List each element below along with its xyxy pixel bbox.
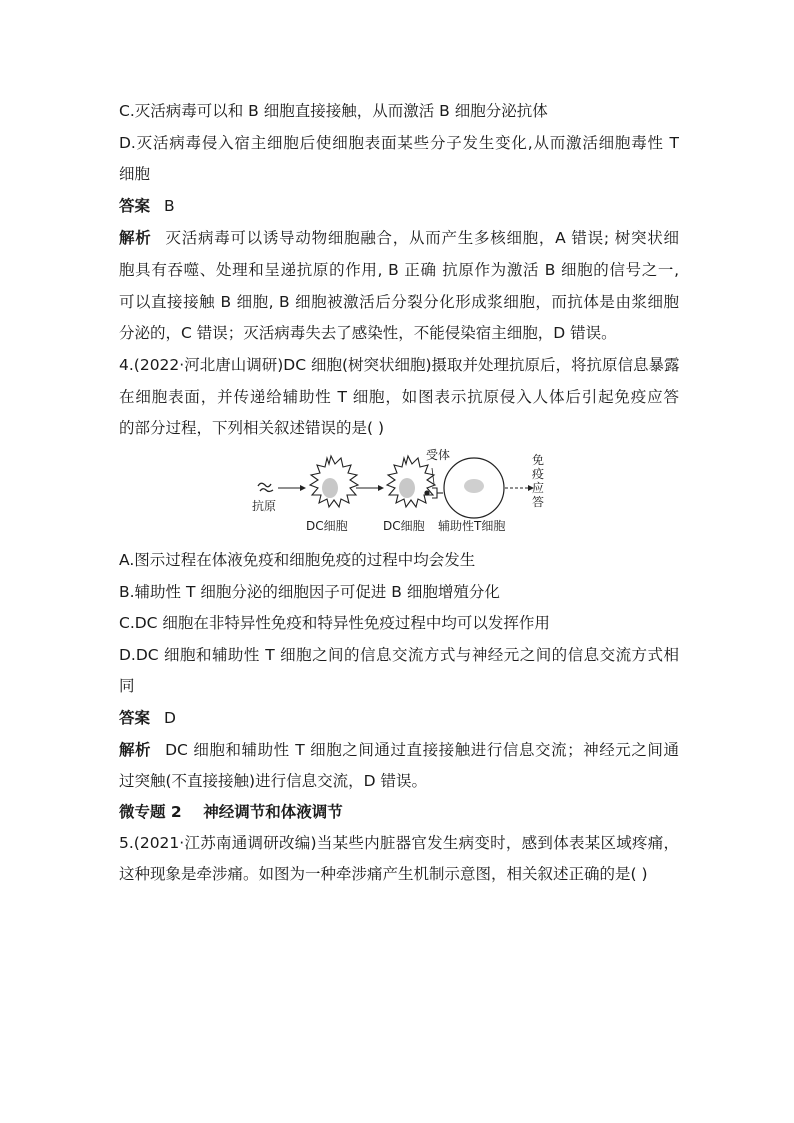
- immune-response-figure: [244, 444, 554, 538]
- explanation-label: 解析: [119, 741, 152, 759]
- dc-cell-label-2: DC细胞: [383, 519, 425, 533]
- answer-label: 答案: [119, 197, 151, 215]
- answer-label: 答案: [119, 709, 151, 727]
- receptor-icon: [432, 468, 443, 498]
- option-a: A.图示过程在体液免疫和细胞免疫的过程中均会发生: [119, 551, 476, 569]
- question-4-line-1: 4.(2022·河北唐山调研)DC 细胞(树突状细胞)摄取并处理抗原后，将抗原信息暴露: [119, 356, 680, 374]
- antigen-label: 抗原: [252, 499, 277, 513]
- answer-2: [119, 708, 679, 728]
- arrow-icon: [278, 485, 306, 491]
- dc-cell-presenting-icon: [387, 456, 435, 507]
- question-4-line-2: 在细胞表面，并传递给辅助性 T 细胞，如图表示抗原侵入人体后引起免疫应答: [119, 388, 679, 406]
- immune-response-label-1: 免: [532, 453, 545, 467]
- explanation-text: DC 细胞和辅助性 T 细胞之间通过直接接触进行信息交流；神经元之间通: [165, 741, 679, 759]
- option-d-line-2: 细胞: [119, 165, 151, 183]
- explanation-1-line-1: [119, 228, 679, 248]
- question-4-line-3: 的部分过程，下列相关叙述错误的是( ): [119, 419, 385, 437]
- immune-response-label-2: 疫: [532, 467, 545, 481]
- explanation-1-line-4: 分泌的，C 错误；灭活病毒失去了感染性，不能侵染宿主细胞，D 错误。: [119, 324, 617, 342]
- answer-1: [119, 196, 679, 216]
- dc-cell-icon: [310, 456, 358, 507]
- explanation-2-line-2: 过突触(不直接接触)进行信息交流，D 错误。: [119, 772, 427, 790]
- explanation-2-line-1: [119, 740, 679, 760]
- explanation-label: 解析: [119, 229, 152, 247]
- arrow-icon: [356, 485, 384, 491]
- dc-cell-label-1: DC细胞: [306, 519, 348, 533]
- helper-t-cell-icon: [444, 458, 504, 518]
- option-c: C.DC 细胞在非特异性免疫和特异性免疫过程中均可以发挥作用: [119, 614, 550, 632]
- antigen-icon: [258, 483, 273, 491]
- question-5-line-1: 5.(2021·江苏南通调研改编)当某些内脏器官发生病变时，感到体表某区域疼痛，: [119, 834, 679, 852]
- immune-response-label-3: 应: [532, 481, 545, 495]
- receptor-label: 受体: [426, 448, 451, 462]
- answer-value: B: [164, 197, 175, 215]
- explanation-1-line-3: 可以直接接触 B 细胞, B 细胞被激活后分裂分化形成浆细胞，而抗体是由浆细胞: [119, 293, 679, 311]
- question-5-line-2: 这种现象是牵涉痛。如图为一种牵涉痛产生机制示意图，相关叙述正确的是( ): [119, 865, 648, 883]
- option-d-line-1: D.灭活病毒侵入宿主细胞后使细胞表面某些分子发生变化,从而激活细胞毒性 T: [119, 134, 679, 152]
- option-b: B.辅助性 T 细胞分泌的细胞因子可促进 B 细胞增殖分化: [119, 583, 500, 601]
- section-heading: 微专题 2 神经调节和体液调节: [119, 803, 343, 821]
- immune-response-label-4: 答: [532, 495, 545, 509]
- option-c-line: C.灭活病毒可以和 B 细胞直接接触，从而激活 B 细胞分泌抗体: [119, 102, 548, 120]
- helper-t-cell-label: 辅助性T细胞: [438, 519, 506, 533]
- option-d-line-2: 同: [119, 677, 135, 695]
- explanation-1-line-2: 胞具有吞噬、处理和呈递抗原的作用, B 正确 抗原作为激活 B 细胞的信号之一,: [119, 261, 679, 279]
- dashed-arrow-icon: [505, 485, 534, 491]
- option-d-line-1: D.DC 细胞和辅助性 T 细胞之间的信息交流方式与神经元之间的信息交流方式相: [119, 646, 679, 664]
- explanation-text: 灭活病毒可以诱导动物细胞融合，从而产生多核细胞，A 错误; 树突状细: [165, 229, 679, 247]
- answer-value: D: [164, 709, 176, 727]
